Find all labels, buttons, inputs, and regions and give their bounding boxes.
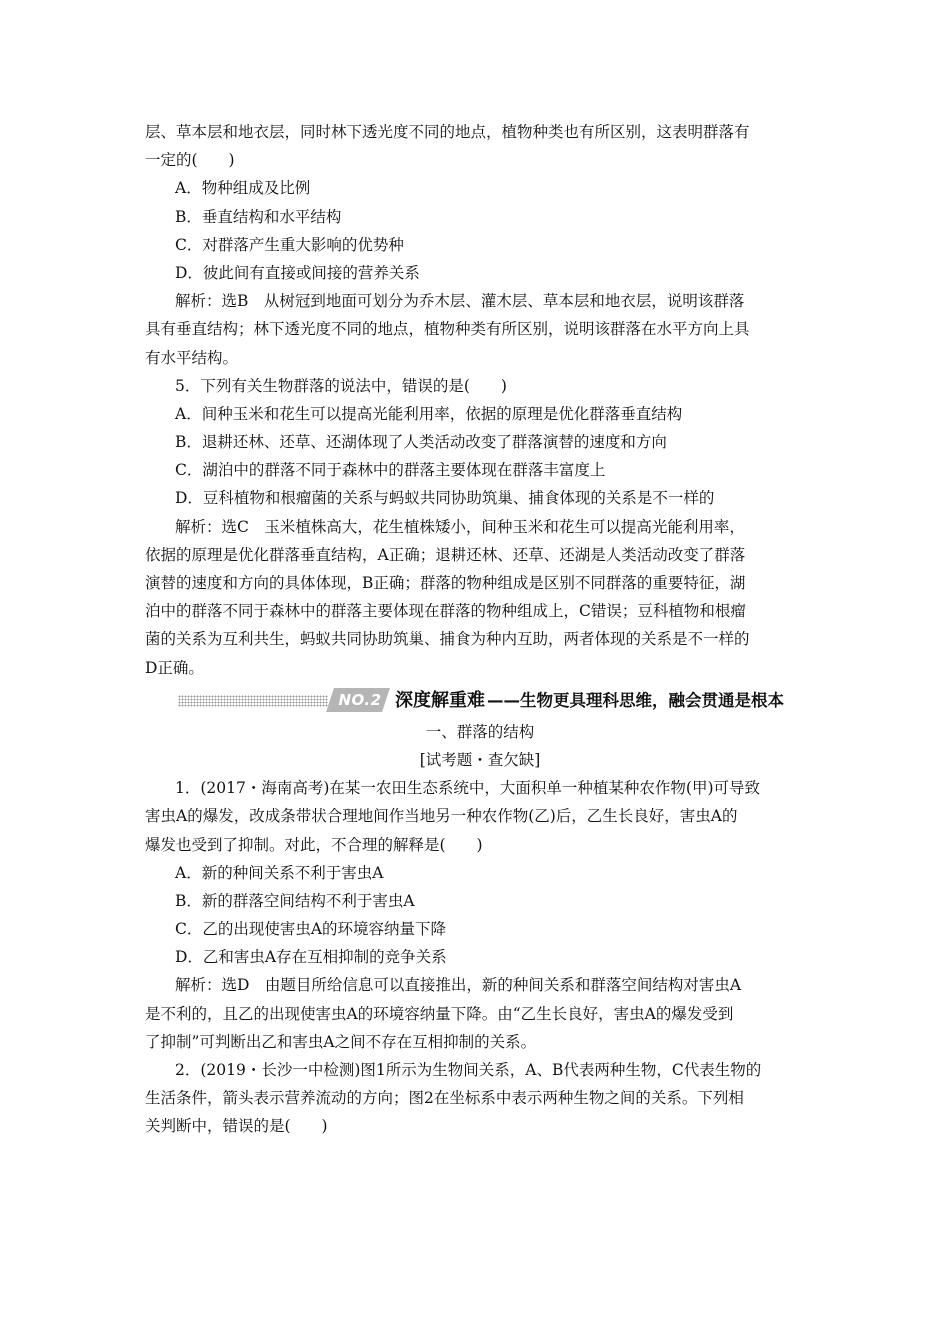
text-line: A．物种组成及比例: [175, 179, 311, 198]
text-line: 具有垂直结构；林下透光度不同的地点，植物种类有所区别，说明该群落在水平方向上具: [145, 320, 750, 339]
text-line: 演替的速度和方向的具体体现，B正确；群落的物种组成是区别不同群落的重要特征，湖: [145, 574, 746, 592]
text-line: 解析：选C 玉米植株高大，花生植株矮小，间种玉米和花生可以提高光能利用率，: [175, 517, 745, 536]
text-line: A．间种玉米和花生可以提高光能利用率，依据的原理是优化群落垂直结构: [175, 404, 683, 423]
text-line: 是不利的，且乙的出现使害虫A的环境容纳量下降。由“乙生长良好，害虫A的爆发受到: [145, 1004, 734, 1023]
text-line: D．豆科植物和根瘤菌的关系与蚂蚁共同协助筑巢、捕食体现的关系是不一样的: [175, 489, 715, 508]
text-line: 生活条件，箭头表示营养流动的方向；图2在坐标系中表示两种生物之间的关系。下列相: [145, 1089, 744, 1108]
banner-title: 深度解重难: [395, 689, 485, 711]
text-block-bottom: [145, 774, 825, 1140]
text-line: 层、草本层和地衣层，同时林下透光度不同的地点，植物种类也有所区别，这表明群落有: [145, 123, 750, 141]
text-line: A．新的种间关系不利于害虫A: [175, 863, 384, 882]
subsection-title: [试考题・查欠缺]: [419, 750, 541, 769]
text-line: 害虫A的爆发，改成条带状合理地间作当地另一种农作物(乙)后，乙生长良好，害虫A的: [145, 807, 738, 826]
text-line: B．退耕还林、还草、还湖体现了人类活动改变了群落演替的速度和方向: [175, 433, 667, 452]
text-line: D．乙和害虫A存在互相抑制的竞争关系: [175, 948, 447, 967]
text-line: 依据的原理是优化群落垂直结构，A正确；退耕还林、还草、还湖是人类活动改变了群落: [145, 545, 746, 564]
text-line: 1．(2017・海南高考)在某一农田生态系统中，大面积单一种植某种农作物(甲)可导致: [175, 779, 760, 798]
text-line: 菌的关系为互利共生，蚂蚁共同协助筑巢、捕食为种内互助，两者体现的关系是不一样的: [145, 630, 750, 649]
text-line: 5．下列有关生物群落的说法中，错误的是( ): [175, 376, 507, 395]
text-line: 2．(2019・长沙一中检测)图1所示为生物间关系，A、B代表两种生物，C代表生物的: [175, 1061, 762, 1079]
text-line: C．乙的出现使害虫A的环境容纳量下降: [175, 920, 447, 939]
text-line: D．彼此间有直接或间接的营养关系: [175, 263, 420, 282]
text-line: 了抑制”可判断出乙和害虫A之间不存在互相抑制的关系。: [145, 1032, 537, 1051]
text-line: 解析：选D 由题目所给信息可以直接推出，新的种间关系和群落空间结构对害虫A: [175, 976, 742, 995]
text-line: 关判断中，错误的是( ): [145, 1117, 328, 1136]
banner-subtitle: ——生物更具理科思维，融会贯通是根本: [487, 690, 784, 710]
document-page: [145, 118, 825, 1141]
text-line: B．新的群落空间结构不利于害虫A: [175, 891, 415, 910]
text-line: 有水平结构。: [145, 348, 239, 367]
text-line: 泊中的群落不同于森林中的群落主要体现在群落的物种组成上，C错误；豆科植物和根瘤: [145, 602, 746, 621]
text-line: 爆发也受到了抑制。对此，不合理的解释是( ): [145, 835, 483, 854]
text-line: C．对群落产生重大影响的优势种: [175, 235, 404, 254]
section-badge-label: NO.2: [338, 690, 382, 709]
text-line: 一定的( ): [145, 151, 235, 170]
text-line: B．垂直结构和水平结构: [175, 207, 342, 226]
section-title: 一、群落的结构: [425, 722, 535, 741]
text-line: C．湖泊中的群落不同于森林中的群落主要体现在群落丰富度上: [175, 461, 606, 480]
section-banner: [145, 686, 825, 716]
text-line: 解析：选B 从树冠到地面可划分为乔木层、灌木层、草本层和地衣层，说明该群落: [175, 292, 745, 311]
text-line: D正确。: [145, 658, 204, 677]
dotted-rule: [178, 695, 328, 707]
text-block-top: [145, 118, 825, 682]
